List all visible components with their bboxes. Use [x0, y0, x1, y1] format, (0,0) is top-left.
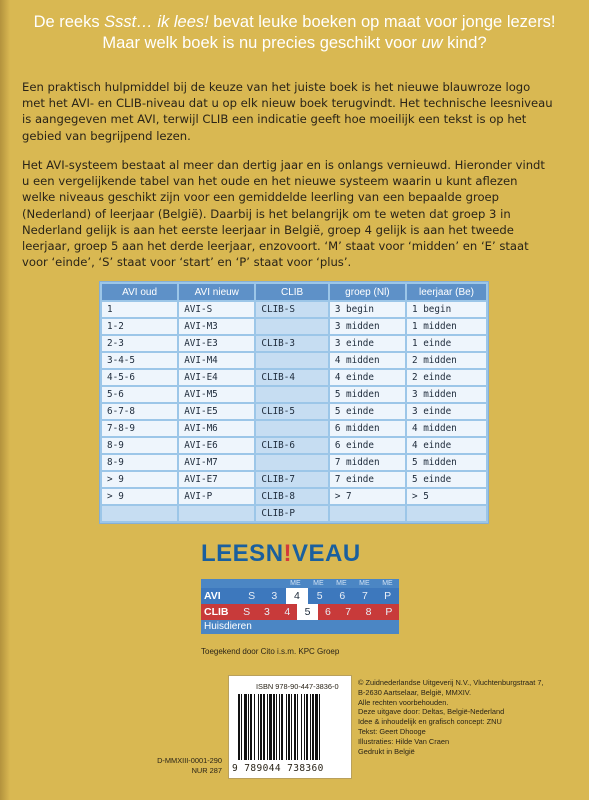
publisher-line: Tekst: Geert Dhooge: [358, 726, 426, 736]
me-label: ME: [359, 580, 370, 587]
logo-credit: Toegekend door Cito i.s.m. KPC Groep: [201, 647, 340, 656]
table-row: [102, 353, 486, 368]
avi-level-row: [201, 588, 399, 604]
table-cell: AVI-E7: [179, 472, 254, 487]
table-cell: CLIB-P: [256, 506, 327, 521]
avi-level-cell: 5: [316, 590, 323, 602]
table-cell: 4 einde: [407, 438, 486, 453]
table-cell: [179, 506, 254, 521]
table-cell: CLIB-5: [256, 404, 327, 419]
table-cell: [256, 387, 327, 402]
intro-line-1: [22, 12, 567, 33]
table-cell: 4 midden: [407, 421, 486, 436]
table-body: [102, 302, 486, 521]
table-cell: > 9: [102, 489, 177, 504]
clib-level-cell: 6: [324, 606, 331, 618]
table-row: [102, 319, 486, 334]
table-cell: 8-9: [102, 455, 177, 470]
publisher-line: Deze uitgave door: Deltas, België-Nederland: [358, 707, 505, 717]
table-cell: 6 midden: [330, 421, 405, 436]
table-cell: CLIB-6: [256, 438, 327, 453]
table-cell: [256, 353, 327, 368]
intro-line-2: [22, 33, 567, 54]
table-cell: 5 midden: [407, 455, 486, 470]
table-cell: CLIB-8: [256, 489, 327, 504]
publisher-line: Idee & inhoudelijk en grafisch concept: ZNU: [358, 717, 502, 727]
table-cell: 3 midden: [407, 387, 486, 402]
intro-text: kind?: [442, 34, 487, 52]
table-cell: AVI-E3: [179, 336, 254, 351]
avi-label: AVI: [204, 590, 221, 602]
clib-level-cell: 8: [365, 606, 372, 618]
table-cell: 7 midden: [330, 455, 405, 470]
table-cell: AVI-S: [179, 302, 254, 317]
logo-text: N: [265, 540, 284, 567]
table-cell: [256, 421, 327, 436]
table-cell: CLIB-3: [256, 336, 327, 351]
table-cell: CLIB-S: [256, 302, 327, 317]
spine-shadow: [0, 0, 10, 800]
barcode-icon: [236, 694, 346, 762]
avi-clib-table: [100, 282, 488, 523]
table-cell: 5 midden: [330, 387, 405, 402]
table-cell: [330, 506, 405, 521]
avi-level-cell: 6: [339, 590, 346, 602]
table-cell: AVI-M6: [179, 421, 254, 436]
paragraph-avi-system: Het AVI-systeem bestaat al meer dan dertig jaar en is onlangs vernieuwd. Hieronder vindt u een vergelijkende tabel van het oude en het nieuwe systeem waarin u kunt aflezen welke niveaus geschikt zijn voor een gemiddelde leerling van een bepaalde groep (Nederland) of leerjaar (België). Daarbij is het belangrijk om te weten dat groep 3 in Nederland gelijk is aan het eerste leerjaar in België, groep 4 gelijk is aan het tweede leerjaar, groep 5 aan het derde leerjaar, enzovoort. ‘M’ staat voor ‘midden’ en ‘E’ staat voor ‘einde’, ‘S’ staat voor ‘start’ en ‘P’ staat voor ‘plus’.: [22, 158, 545, 270]
level-indicator: [201, 579, 399, 634]
intro-text: Maar welk boek is nu precies geschikt voor: [102, 34, 422, 52]
me-label: ME: [382, 580, 393, 587]
table-cell: 2 midden: [407, 353, 486, 368]
header-groep: groep (Nl): [330, 284, 405, 300]
table-cell: AVI-M3: [179, 319, 254, 334]
table-cell: AVI-M4: [179, 353, 254, 368]
table-cell: 4-5-6: [102, 370, 177, 385]
header-avi-oud: AVI oud: [102, 284, 177, 300]
table-cell: 3 einde: [330, 336, 405, 351]
header-leerjaar: leerjaar (Be): [407, 284, 486, 300]
table-cell: 3-4-5: [102, 353, 177, 368]
intro-heading: [22, 12, 567, 54]
publisher-line: B-2630 Aartselaar, België, MMXIV.: [358, 687, 472, 697]
table-row: [102, 387, 486, 402]
clib-level-cell: 7: [345, 606, 352, 618]
avi-level-cell: S: [248, 590, 256, 602]
table-cell: AVI-M7: [179, 455, 254, 470]
publisher-info: [358, 678, 582, 756]
header-avi-nieuw: AVI nieuw: [179, 284, 254, 300]
nur-code: NUR 287: [191, 766, 222, 775]
clib-level-cell: 4: [284, 606, 291, 618]
table-row: [102, 489, 486, 504]
clib-level-cell: 3: [264, 606, 270, 618]
table-row: [102, 438, 486, 453]
publisher-line: Gedrukt in België: [358, 746, 415, 756]
leesniveau-logo: [201, 540, 361, 568]
table-cell: 3 midden: [330, 319, 405, 334]
table-cell: 5-6: [102, 387, 177, 402]
table-header-row: [102, 284, 486, 300]
publisher-line: Alle rechten voorbehouden.: [358, 697, 449, 707]
theme-label: Huisdieren: [201, 620, 399, 634]
table-cell: 3 einde: [407, 404, 486, 419]
clib-level-cell: S: [243, 606, 251, 618]
table-cell: 2-3: [102, 336, 177, 351]
paragraph-logo-explanation: Een praktisch hulpmiddel bij de keuze van het juiste boek is het nieuwe blauwroze logo met het AVI- en CLIB-niveau dat u op elk nieuw boek terugvindt. Het technische leesniveau is aangegeven met AVI, terwijl CLIB een indicatie geeft hoe moeilijk een tekst is op het gebied van begrijpend lezen.: [22, 80, 553, 143]
table-row: [102, 421, 486, 436]
table-cell: AVI-E4: [179, 370, 254, 385]
table-row: [102, 336, 486, 351]
table-cell: 4 midden: [330, 353, 405, 368]
table-cell: CLIB-7: [256, 472, 327, 487]
table-cell: > 9: [102, 472, 177, 487]
clib-level-cell: P: [385, 606, 393, 618]
table-cell: AVI-M5: [179, 387, 254, 402]
table-cell: 1 einde: [407, 336, 486, 351]
clib-level-cell: 5: [297, 604, 317, 620]
table-cell: AVI-P: [179, 489, 254, 504]
intro-text: bevat leuke boeken op maat voor jonge lezers!: [208, 13, 556, 31]
series-title: Ssst… ik lees!: [104, 13, 209, 31]
table-cell: 5 einde: [407, 472, 486, 487]
table-cell: 1 midden: [407, 319, 486, 334]
table-cell: 3 begin: [330, 302, 405, 317]
emphasis-word: uw: [421, 34, 443, 52]
table-cell: > 7: [330, 489, 405, 504]
table-cell: [102, 506, 177, 521]
table-cell: [256, 319, 327, 334]
table-cell: [407, 506, 486, 521]
table-row: [102, 455, 486, 470]
table-cell: > 5: [407, 489, 486, 504]
catalog-codes: [156, 756, 222, 776]
clib-level-row: [201, 604, 399, 620]
clib-label: CLIB: [204, 606, 229, 618]
isbn-number: ISBN 978-90-447-3836-0: [256, 682, 339, 691]
table-row: [102, 404, 486, 419]
table-row: [102, 370, 486, 385]
table-cell: 1 begin: [407, 302, 486, 317]
me-label: ME: [336, 580, 347, 587]
table-cell: 8-9: [102, 438, 177, 453]
table-cell: 5 einde: [330, 404, 405, 419]
table-cell: 1: [102, 302, 177, 317]
avi-level-cell: 7: [362, 590, 368, 602]
header-clib: CLIB: [256, 284, 327, 300]
table-cell: 1-2: [102, 319, 177, 334]
avi-level-cell: 4: [286, 588, 309, 604]
me-label: ME: [290, 580, 301, 587]
logo-text: VEAU: [292, 540, 361, 567]
table-cell: 6 einde: [330, 438, 405, 453]
table-cell: [256, 455, 327, 470]
table-row: [102, 506, 486, 521]
table-cell: 7-8-9: [102, 421, 177, 436]
table-cell: AVI-E6: [179, 438, 254, 453]
table-cell: CLIB-4: [256, 370, 327, 385]
comparison-table: [99, 281, 489, 524]
table-cell: AVI-E5: [179, 404, 254, 419]
table-cell: 7 einde: [330, 472, 405, 487]
table-row: [102, 302, 486, 317]
publisher-line: © Zuidnederlandse Uitgeverij N.V., Vluchtenburgstraat 7,: [358, 678, 544, 687]
logo-exclamation: !: [283, 540, 293, 567]
table-cell: 6-7-8: [102, 404, 177, 419]
table-cell: 2 einde: [407, 370, 486, 385]
avi-level-cell: 3: [271, 590, 278, 602]
me-label-row: [201, 579, 399, 588]
intro-text: De reeks: [33, 13, 105, 31]
barcode-digits: 9 789044 738360: [232, 763, 324, 774]
table-row: [102, 472, 486, 487]
logo-text: LEES: [201, 540, 266, 567]
deposit-code: D-MMXIII-0001-290: [157, 756, 222, 765]
table-cell: 4 einde: [330, 370, 405, 385]
avi-level-cell: P: [384, 590, 392, 602]
publisher-line: Illustraties: Hilde Van Craen: [358, 736, 450, 746]
me-label: ME: [313, 580, 324, 587]
